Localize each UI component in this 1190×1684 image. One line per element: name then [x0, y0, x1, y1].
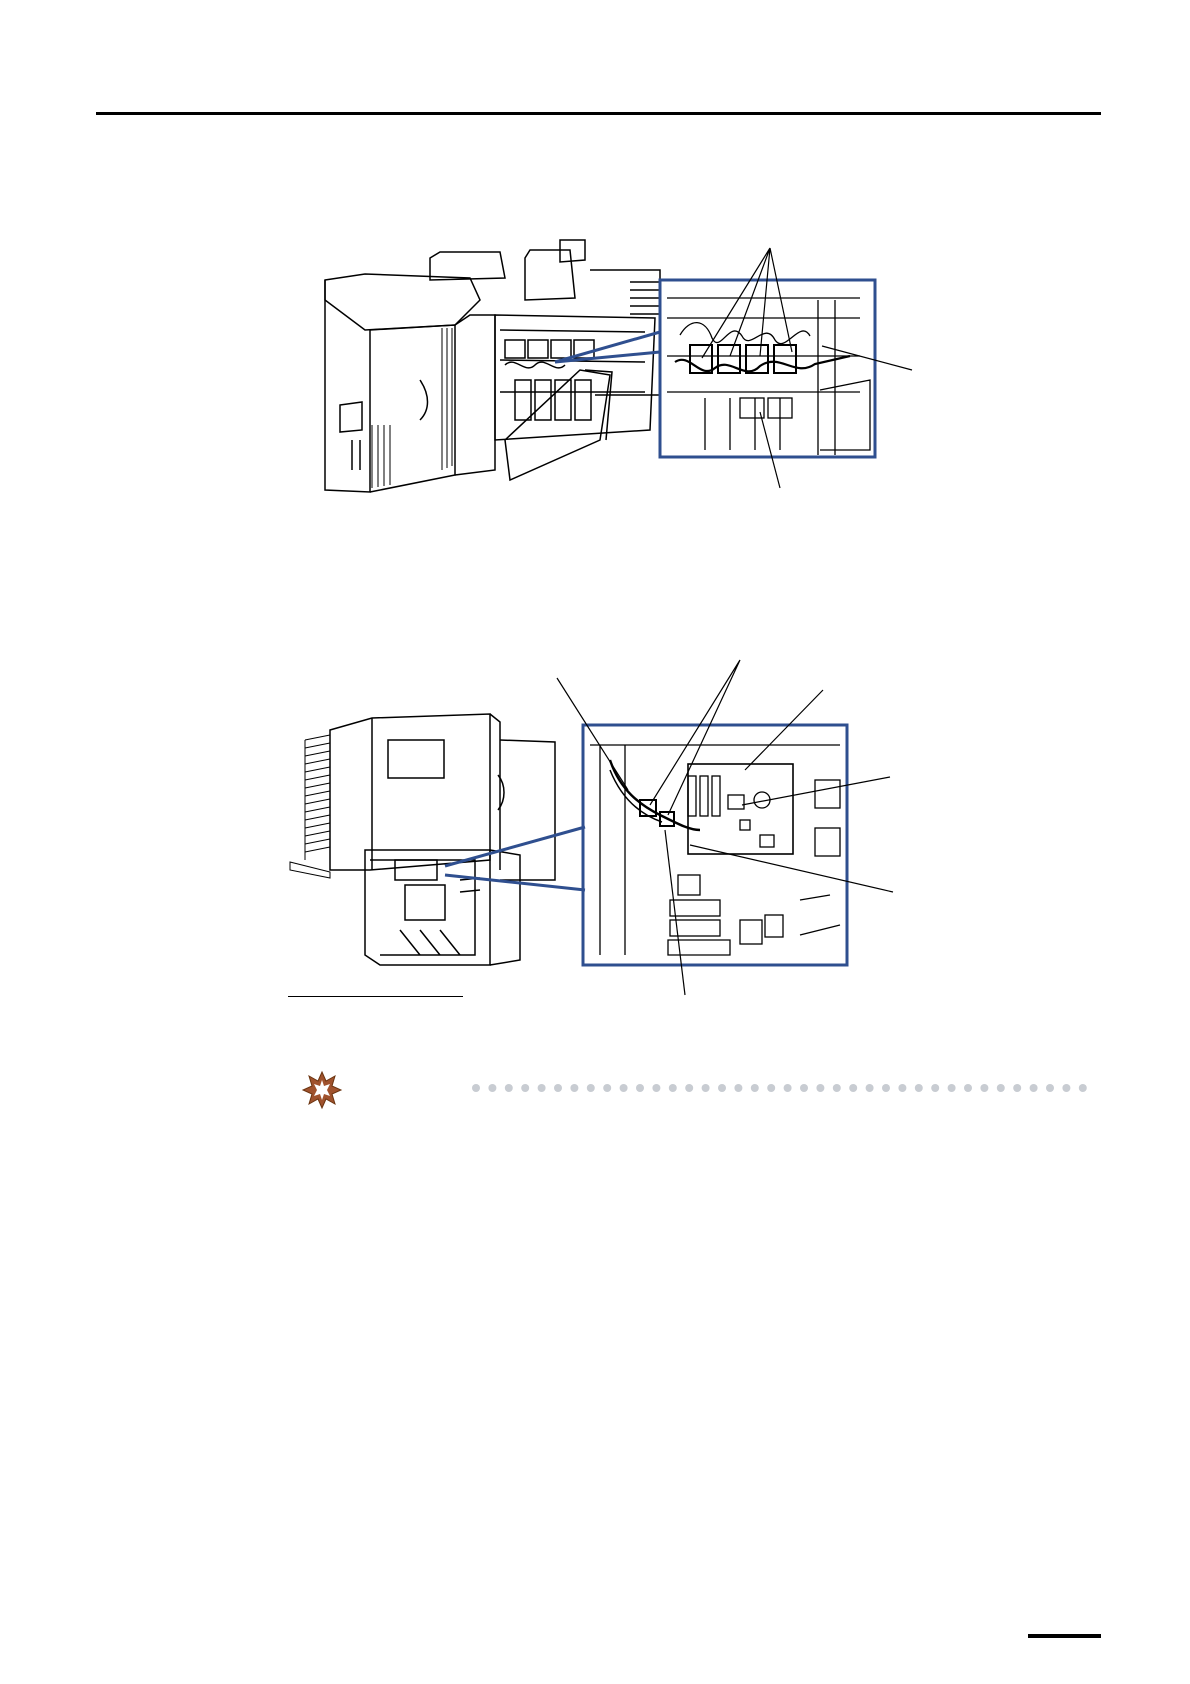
- dot: [849, 1084, 857, 1092]
- dot: [570, 1084, 578, 1092]
- dot: [1079, 1084, 1087, 1092]
- dot: [751, 1084, 759, 1092]
- dot: [1062, 1084, 1070, 1092]
- dot: [833, 1084, 841, 1092]
- dot: [718, 1084, 726, 1092]
- dot: [620, 1084, 628, 1092]
- dot: [472, 1084, 480, 1092]
- dot: [587, 1084, 595, 1092]
- dot: [1030, 1084, 1038, 1092]
- dot: [1046, 1084, 1054, 1092]
- dot: [898, 1084, 906, 1092]
- important-burst-icon: [302, 1070, 342, 1110]
- dot: [800, 1084, 808, 1092]
- dot: [652, 1084, 660, 1092]
- dot: [702, 1084, 710, 1092]
- important-dotted-line: [470, 1081, 1110, 1095]
- dot: [488, 1084, 496, 1092]
- footer-rule: [1028, 1634, 1101, 1638]
- dot: [997, 1084, 1005, 1092]
- dot: [767, 1084, 775, 1092]
- dot: [669, 1084, 677, 1092]
- dot: [685, 1084, 693, 1092]
- dot: [816, 1084, 824, 1092]
- dot: [734, 1084, 742, 1092]
- figure-caption-rule: [288, 996, 463, 997]
- dot: [964, 1084, 972, 1092]
- dot: [882, 1084, 890, 1092]
- dot: [980, 1084, 988, 1092]
- dot: [505, 1084, 513, 1092]
- dot: [784, 1084, 792, 1092]
- dot: [521, 1084, 529, 1092]
- dot: [866, 1084, 874, 1092]
- dot: [915, 1084, 923, 1092]
- dot: [1013, 1084, 1021, 1092]
- dot: [948, 1084, 956, 1092]
- dot: [931, 1084, 939, 1092]
- dot: [538, 1084, 546, 1092]
- dot: [636, 1084, 644, 1092]
- dot: [554, 1084, 562, 1092]
- dot: [603, 1084, 611, 1092]
